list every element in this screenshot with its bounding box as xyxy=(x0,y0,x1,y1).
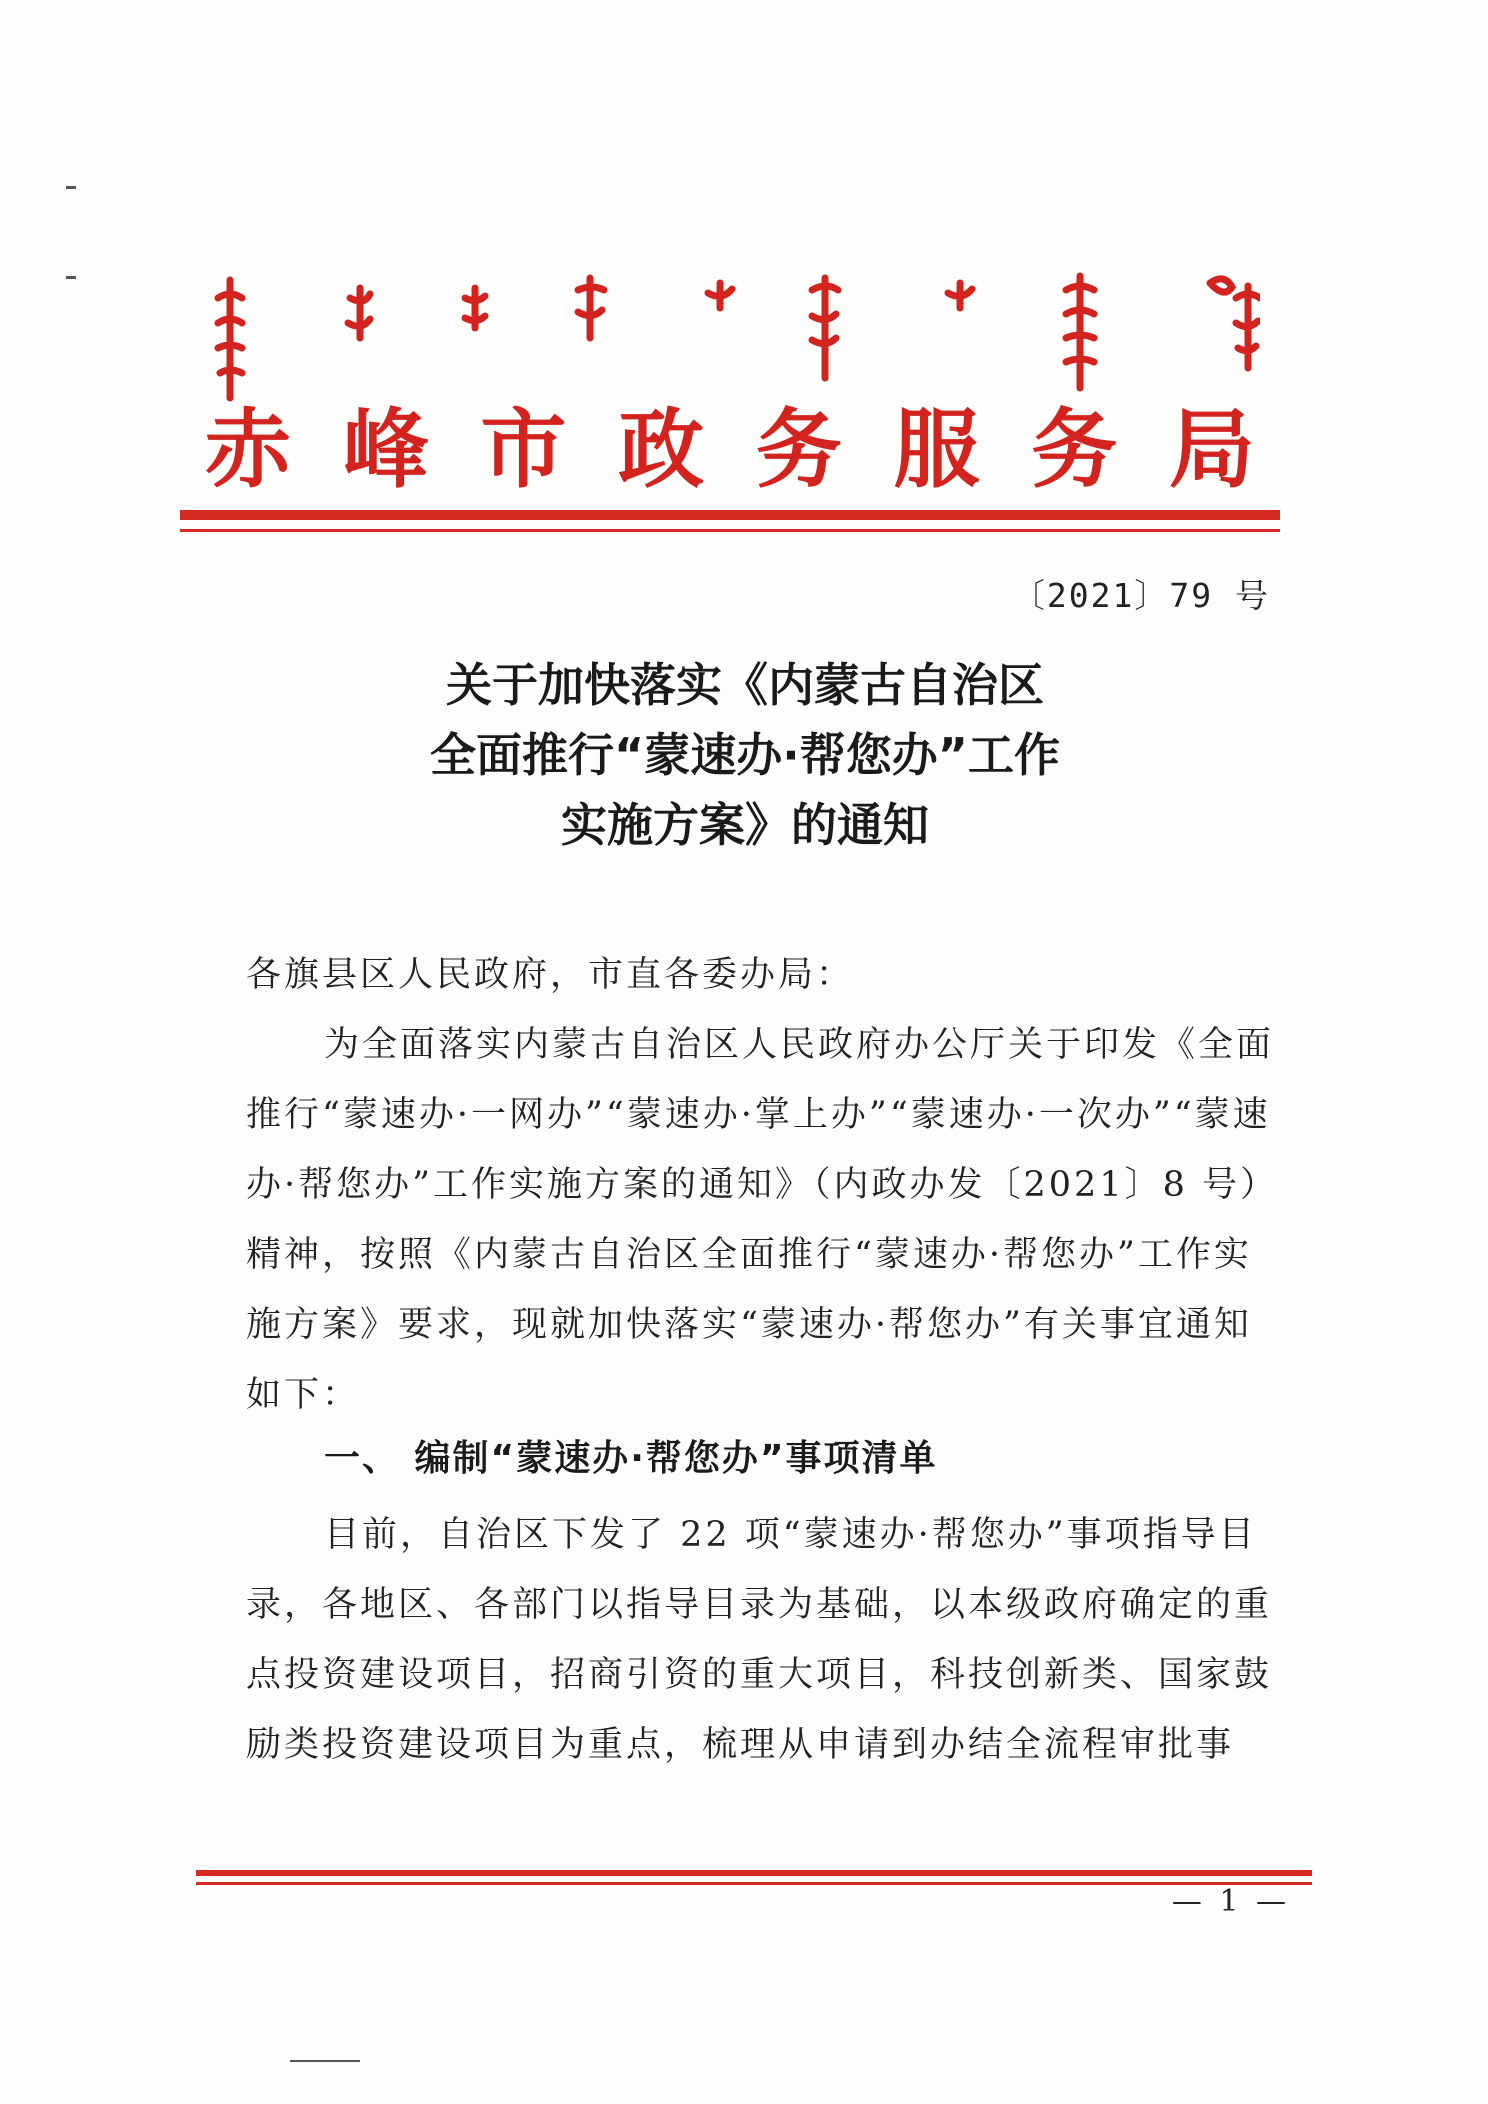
org-char: 政 xyxy=(618,399,705,500)
document-number: 〔2021〕79 号 xyxy=(1011,576,1270,615)
document-title xyxy=(240,650,1250,860)
page-number: — 1 — xyxy=(1171,1884,1290,1919)
scan-artifact xyxy=(66,186,76,189)
footer-red-rule xyxy=(196,1870,1312,1876)
footer-red-rule-thin xyxy=(196,1882,1312,1885)
org-char: 服 xyxy=(893,399,980,500)
organization-name xyxy=(205,395,1255,505)
salutation: 各旗县区人民政府，市直各委办局： xyxy=(246,955,855,995)
org-char: 市 xyxy=(480,399,567,500)
title-line: 实施方案》的通知 xyxy=(561,798,929,852)
org-char: 务 xyxy=(1031,399,1118,500)
paragraph: 目前，自治区下发了 22 项“蒙速办·帮您办”事项指导目录，各地区、各部门以指导目录为基础，以本级政府确定的重点投资建设项目，招商引资的重大项目，科技创新类、国家鼓励类投资建设项目为重点，梳理从申请到办结全流程审批事 xyxy=(246,1515,1273,1765)
header-red-rule xyxy=(180,510,1280,520)
title-line: 全面推行“蒙速办·帮您办”工作 xyxy=(430,728,1060,782)
org-char: 峰 xyxy=(342,399,429,500)
section-heading: 一、 编制“蒙速办·帮您办”事项清单 xyxy=(324,1438,938,1479)
mongolian-script-logo xyxy=(200,268,1260,408)
header-red-rule-thin xyxy=(180,529,1280,532)
paragraph: 为全面落实内蒙古自治区人民政府办公厅关于印发《全面推行“蒙速办·一网办”“蒙速办·掌上办”“蒙速办·一次办”“蒙速办·帮您办”工作实施方案的通知》（内政办发〔2021〕8 号）精神，按照《内蒙古自治区全面推行“蒙速办·帮您办”工作实施方案》要求，现就加快落实“蒙速办·帮您办”有关事宜通知如下： xyxy=(246,1025,1275,1415)
scan-artifact xyxy=(290,2060,360,2062)
scan-artifact xyxy=(66,276,76,279)
org-char: 务 xyxy=(755,399,842,500)
org-char: 局 xyxy=(1168,399,1255,500)
org-char: 赤 xyxy=(205,399,291,500)
title-line: 关于加快落实《内蒙古自治区 xyxy=(446,658,1044,712)
